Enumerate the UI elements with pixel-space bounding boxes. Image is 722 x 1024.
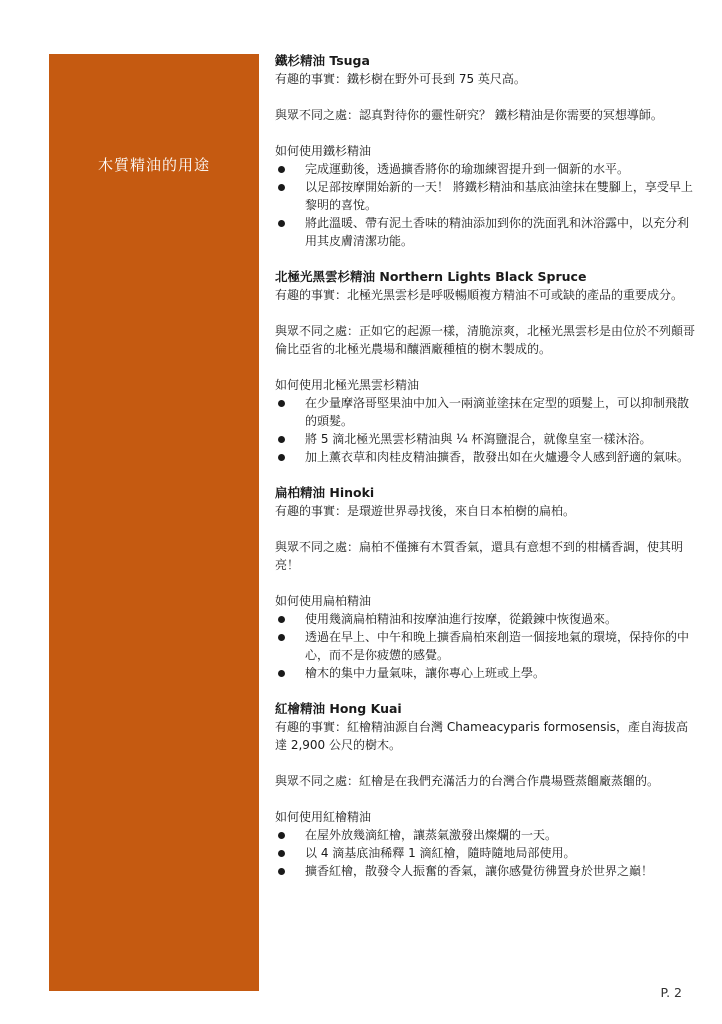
list-item <box>275 826 695 844</box>
section-title: 鐵杉精油 Tsuga <box>275 53 370 68</box>
list-item <box>275 610 695 628</box>
bullet-text: 將此溫暖、帶有泥土香味的精油添加到你的洗面乳和沐浴露中，以充分利用其皮膚清潔功能。 <box>305 216 690 248</box>
bullet-list <box>275 826 695 880</box>
fun-fact: 有趣的事實：鐵杉樹在野外可長到 75 英尺高。 <box>275 72 526 86</box>
bullet-text: 擴香紅檜，散發令人振奮的香氣，讓你感覺彷彿置身於世界之巔！ <box>305 864 654 878</box>
bullet-text: 使用幾滴扁柏精油和按摩油進行按摩，從鍛鍊中恢復過來。 <box>305 612 618 626</box>
section-title: 扁柏精油 Hinoki <box>275 485 375 500</box>
section-hinoki <box>275 484 695 682</box>
howto-title: 如何使用扁柏精油 <box>275 594 372 608</box>
bullet-icon <box>278 670 285 677</box>
bullet-text: 完成運動後，透過擴香將你的瑜珈練習提升到一個新的水平。 <box>305 162 630 176</box>
bullet-icon <box>278 400 285 407</box>
bullet-text: 透過在早上、中午和晚上擴香扁柏來創造一個接地氣的環境，保持你的中心，而不是你疲憊的感覺。 <box>305 630 690 662</box>
list-item <box>275 430 695 448</box>
list-item <box>275 178 695 214</box>
main-content <box>275 52 695 880</box>
bullet-list <box>275 610 695 682</box>
list-item <box>275 844 695 862</box>
list-item <box>275 160 695 178</box>
bullet-list <box>275 160 695 250</box>
section-hong-kuai <box>275 700 695 880</box>
list-item <box>275 214 695 250</box>
bullet-text: 以足部按摩開始新的一天！ 將鐵杉精油和基底油塗抹在雙腳上，享受早上黎明的喜悅。 <box>305 180 693 212</box>
bullet-list <box>275 394 695 466</box>
list-item <box>275 862 695 880</box>
page-number: P. 2 <box>660 985 682 1000</box>
list-item <box>275 448 695 466</box>
howto-title: 如何使用北極光黑雲杉精油 <box>275 378 420 392</box>
section-title: 紅檜精油 Hong Kuai <box>275 701 402 716</box>
bullet-icon <box>278 184 285 191</box>
list-item <box>275 628 695 664</box>
fun-fact: 有趣的事實：北極光黑雲杉是呼吸暢順複方精油不可或缺的產品的重要成分。 <box>275 288 684 302</box>
list-item <box>275 394 695 430</box>
unique-point: 與眾不同之處：認真對待你的靈性研究？ 鐵杉精油是你需要的冥想導師。 <box>275 108 663 122</box>
bullet-text: 檜木的集中力量氣味，讓你專心上班或上學。 <box>305 666 546 680</box>
bullet-icon <box>278 454 285 461</box>
howto-title: 如何使用鐵杉精油 <box>275 144 372 158</box>
bullet-icon <box>278 850 285 857</box>
bullet-icon <box>278 832 285 839</box>
bullet-icon <box>278 634 285 641</box>
section-title: 北極光黑雲杉精油 Northern Lights Black Spruce <box>275 269 587 284</box>
fun-fact: 有趣的事實：紅檜精油源自台灣 Chameacyparis formosensis，產自海拔高達 2,900 公尺的樹木。 <box>275 720 688 752</box>
bullet-icon <box>278 436 285 443</box>
bullet-text: 將 5 滴北極光黑雲杉精油與 ¼ 杯瀉鹽混合，就像皇室一樣沐浴。 <box>305 432 652 446</box>
unique-point: 與眾不同之處：紅檜是在我們充滿活力的台灣合作農場暨蒸餾廠蒸餾的。 <box>275 774 660 788</box>
unique-point: 與眾不同之處：正如它的起源一樣，清脆涼爽，北極光黑雲杉是由位於不列顛哥倫比亞省的北極光農場和釀酒廠種植的樹木製成的。 <box>275 324 696 356</box>
bullet-text: 加上薰衣草和肉桂皮精油擴香，散發出如在火爐邊令人感到舒適的氣味。 <box>305 450 690 464</box>
bullet-text: 以 4 滴基底油稀釋 1 滴紅檜，隨時隨地局部使用。 <box>305 846 576 860</box>
bullet-icon <box>278 166 285 173</box>
sidebar-title: 木質精油的用途 <box>97 156 210 174</box>
fun-fact: 有趣的事實：是環遊世界尋找後，來自日本柏樹的扁柏。 <box>275 504 576 518</box>
howto-title: 如何使用紅檜精油 <box>275 810 372 824</box>
bullet-icon <box>278 616 285 623</box>
bullet-icon <box>278 220 285 227</box>
section-tsuga <box>275 52 695 250</box>
bullet-icon <box>278 868 285 875</box>
sidebar-panel <box>49 54 259 991</box>
unique-point: 與眾不同之處：扁柏不僅擁有木質香氣，還具有意想不到的柑橘香調，使其明亮！ <box>275 540 684 572</box>
section-black-spruce <box>275 268 695 466</box>
bullet-text: 在屋外放幾滴紅檜，讓蒸氣激發出燦爛的一天。 <box>305 828 558 842</box>
list-item <box>275 664 695 682</box>
bullet-text: 在少量摩洛哥堅果油中加入一兩滴並塗抹在定型的頭髮上，可以抑制飛散的頭髮。 <box>305 396 690 428</box>
